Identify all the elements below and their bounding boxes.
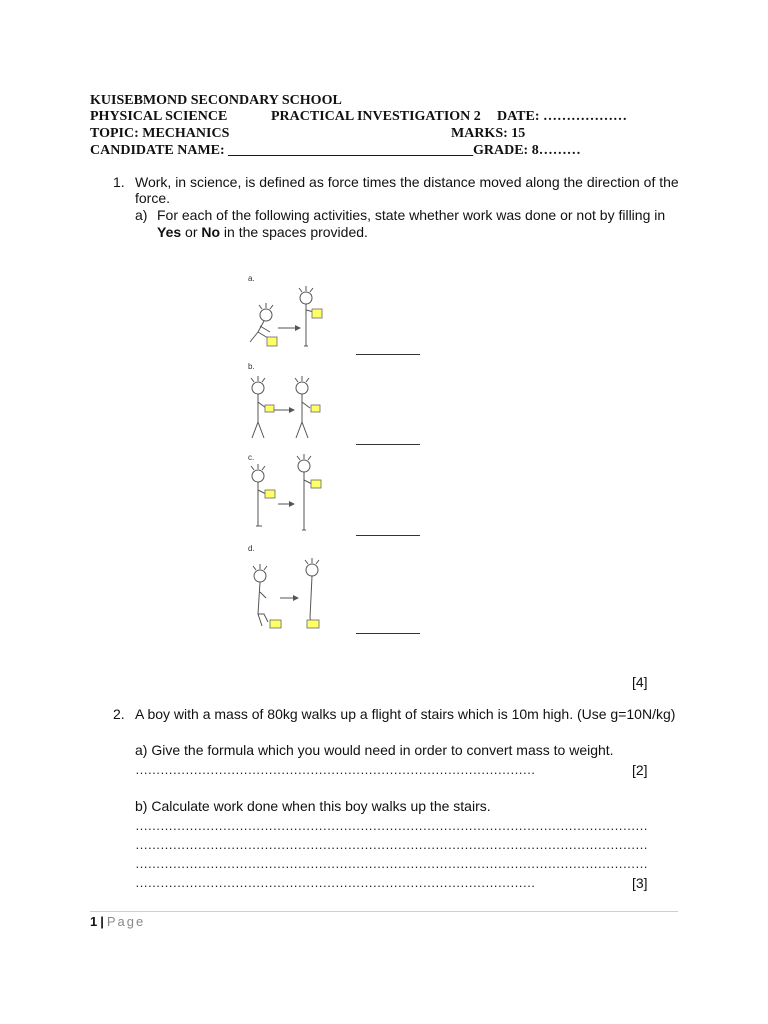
box-d1: [270, 620, 281, 628]
q2a-marks: [2]: [632, 762, 648, 778]
q2b-answer-line-3[interactable]: ……………………………………………………………………………………………………………: [135, 856, 648, 871]
q2b-text: b) Calculate work done when this boy walks up the stairs.: [135, 798, 491, 814]
candidate-name-field: CANDIDATE NAME: ___________________________________: [90, 143, 474, 158]
footer-divider: [90, 911, 678, 912]
investigation-label: PRACTICAL INVESTIGATION 2: [271, 109, 481, 124]
activity-figures: [240, 280, 340, 640]
q2b-answer-line-4[interactable]: ……………………………………………………………………………………: [135, 875, 535, 890]
q1-marks: [4]: [632, 674, 648, 690]
marks-label: MARKS: 15: [451, 126, 526, 141]
q1-text-line2: force.: [135, 190, 171, 206]
q1a-label: a): [135, 207, 148, 223]
figure-c-drawing: [251, 454, 312, 530]
school-name: KUISEBMOND SECONDARY SCHOOL: [90, 93, 342, 108]
box-a1: [267, 337, 277, 346]
q1a-text-line1: For each of the following activities, state whether work was done or not by filling in: [157, 207, 666, 223]
answer-blank-d[interactable]: [356, 633, 420, 634]
q1-number: 1.: [113, 174, 125, 190]
page-number: 1: [90, 914, 98, 929]
answer-blank-a[interactable]: [356, 354, 420, 355]
or-word: or: [181, 224, 202, 240]
page-word: Page: [106, 914, 146, 929]
yes-word: Yes: [157, 224, 182, 240]
q1a-text-rest: in the spaces provided.: [220, 224, 368, 240]
answer-blank-c[interactable]: [356, 535, 420, 536]
figure-b-label: b.: [248, 362, 255, 371]
figure-a-drawing: [250, 286, 314, 346]
date-field: DATE: ………………: [497, 109, 628, 124]
topic-label: TOPIC: MECHANICS: [90, 126, 230, 141]
q2-text: A boy with a mass of 80kg walks up a flight of stairs which is 10m high. (Use g=10N/kg): [135, 706, 676, 722]
subject-label: PHYSICAL SCIENCE: [90, 109, 228, 124]
figure-b-drawing: [251, 376, 310, 438]
figure-d-drawing: [253, 558, 319, 626]
q2a-text: a) Give the formula which you would need in order to convert mass to weight.: [135, 742, 614, 758]
box-d2: [307, 620, 319, 628]
grade-field: GRADE: 8………: [473, 143, 581, 158]
box-c2: [311, 480, 321, 488]
box-a2: [312, 309, 322, 318]
box-c1: [265, 490, 275, 498]
q1-text-line1: Work, in science, is defined as force times the distance moved along the direction of the: [135, 174, 679, 190]
q2b-marks: [3]: [632, 875, 648, 891]
figure-d-label: d.: [248, 544, 255, 553]
answer-blank-b[interactable]: [356, 444, 420, 445]
q2a-answer-line[interactable]: ……………………………………………………………………………………: [135, 762, 535, 777]
figure-c-label: c.: [248, 453, 255, 462]
q2-number: 2.: [113, 706, 125, 722]
page-footer: [90, 914, 145, 929]
figure-a-label: a.: [248, 274, 255, 283]
box-b2: [311, 405, 320, 412]
q1a-text-line2: [157, 224, 368, 240]
page-separator: |: [100, 914, 104, 929]
q2b-answer-line-1[interactable]: ……………………………………………………………………………………………………………: [135, 818, 648, 833]
q2b-answer-line-2[interactable]: ……………………………………………………………………………………………………………: [135, 837, 648, 852]
no-word: No: [201, 224, 221, 240]
box-b1: [265, 405, 274, 412]
